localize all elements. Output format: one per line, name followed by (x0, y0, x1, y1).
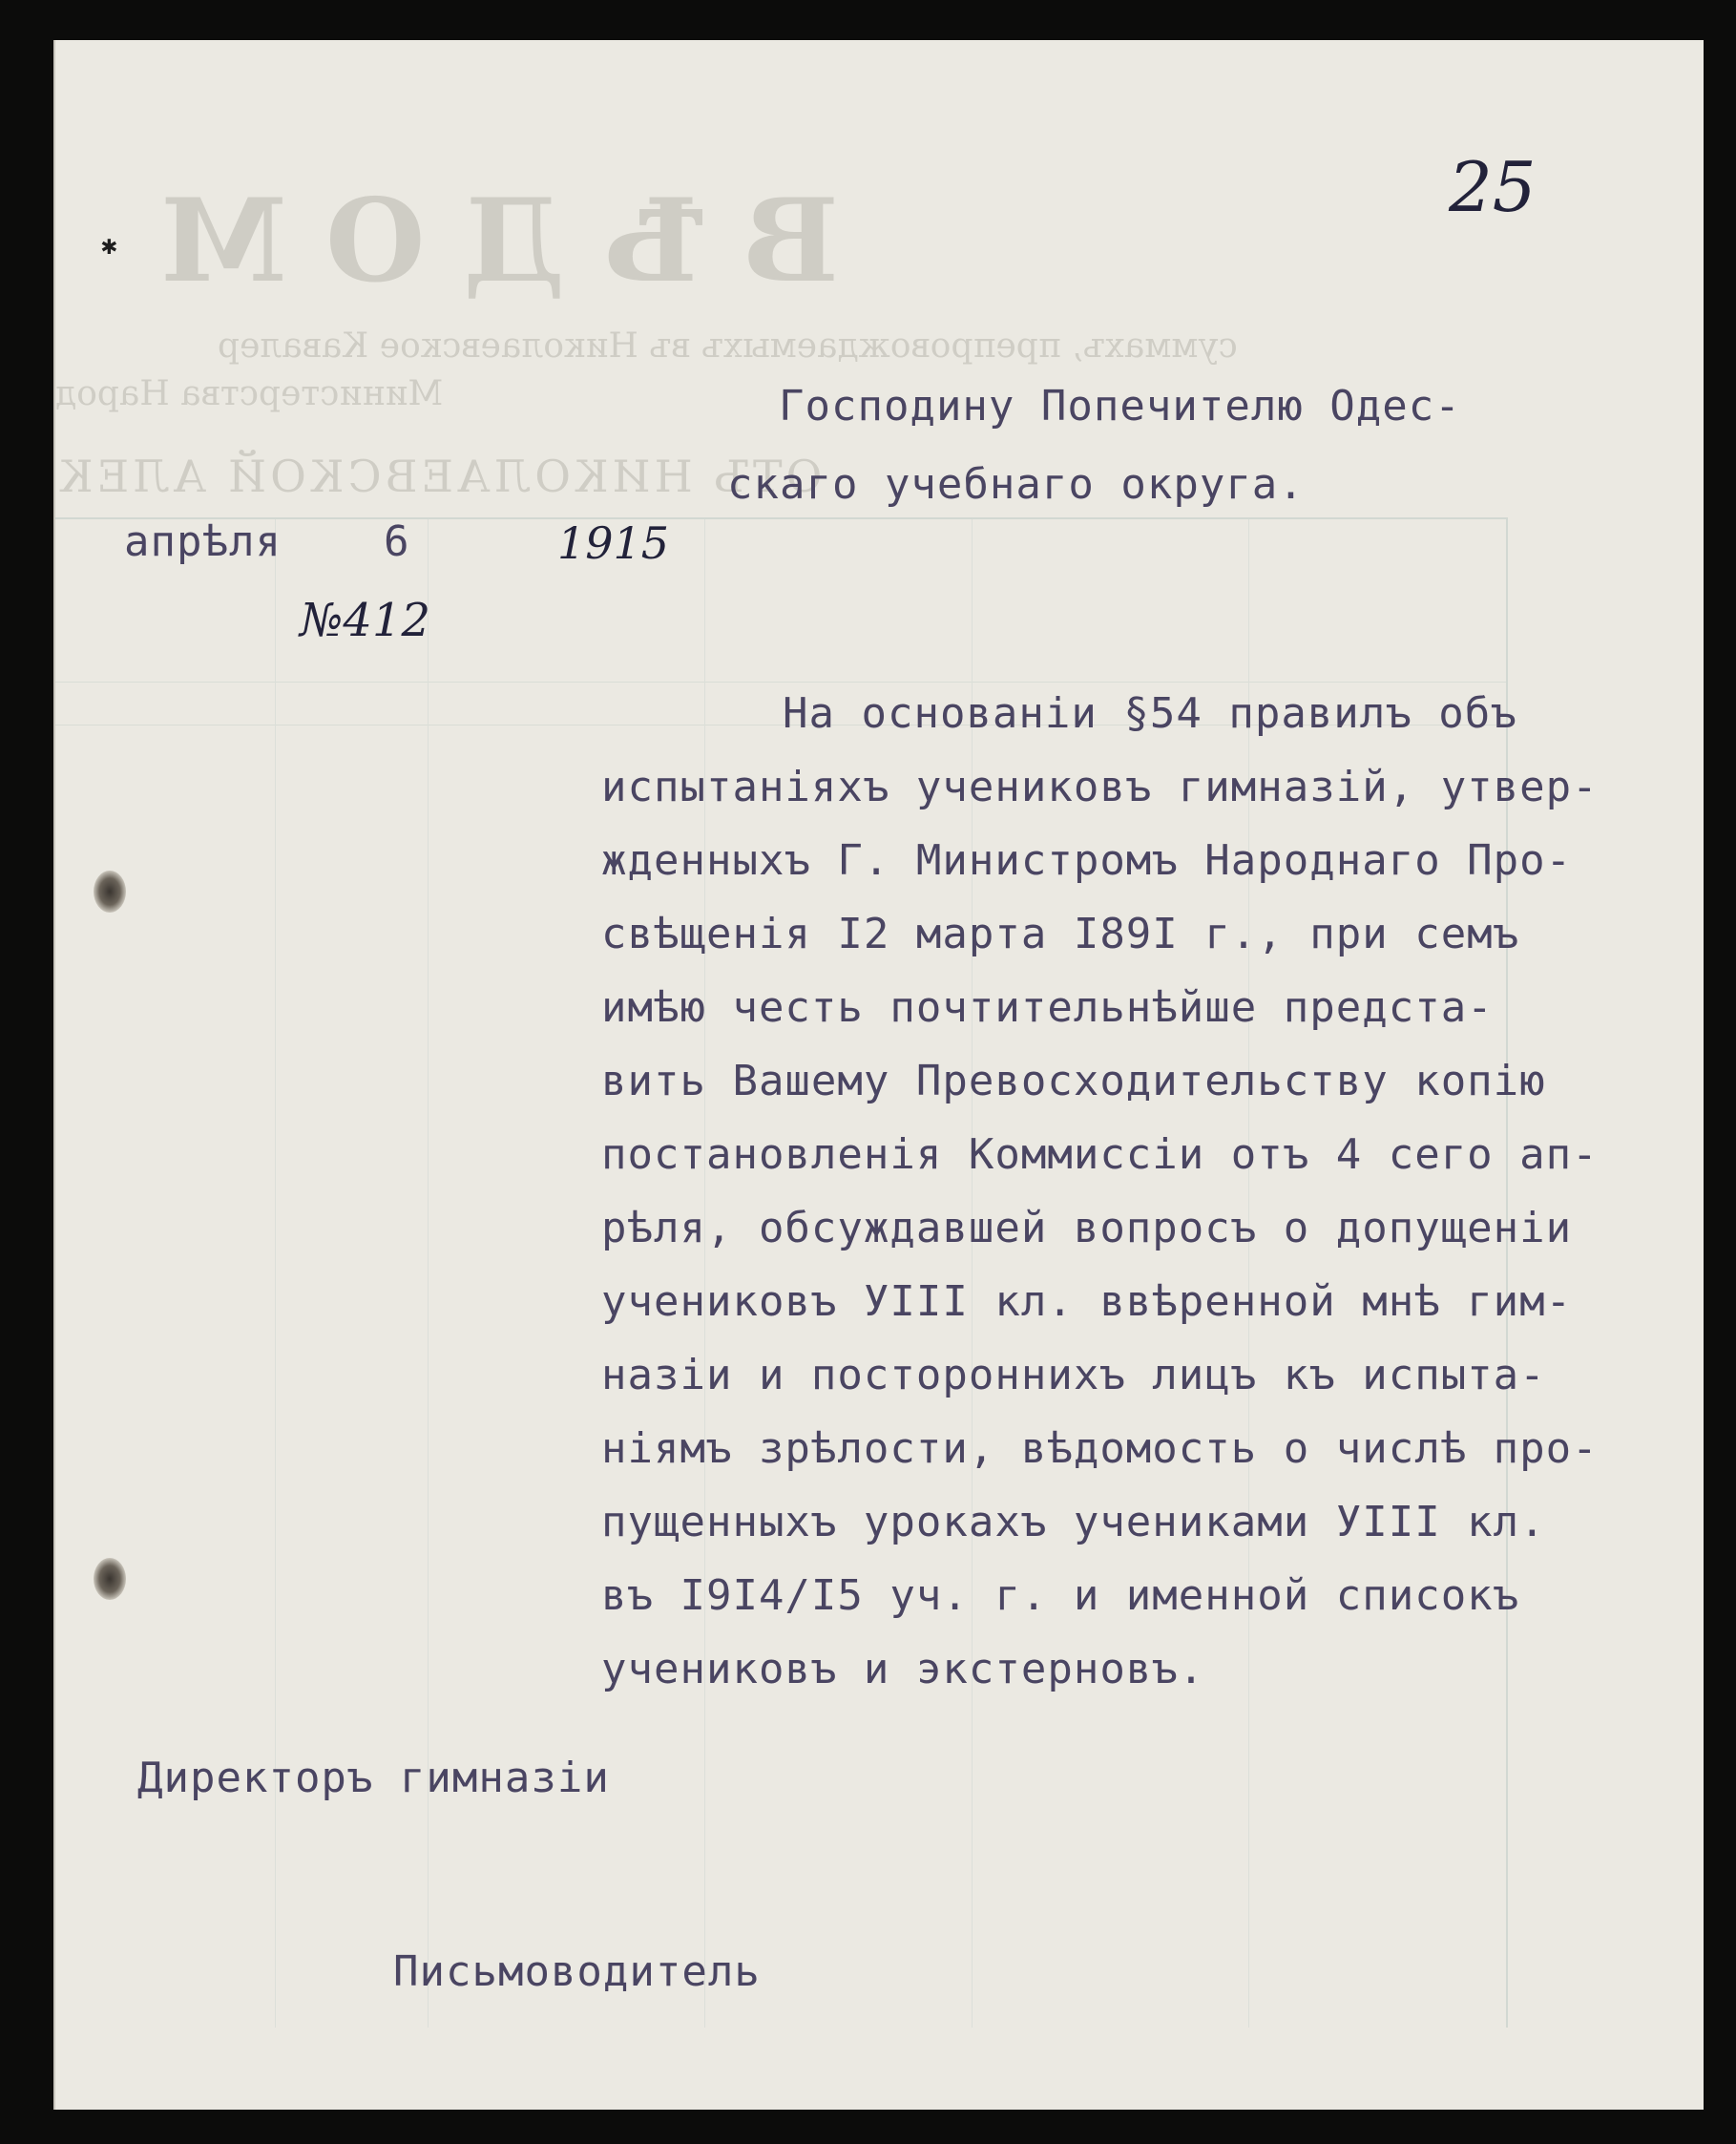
punch-hole (94, 871, 126, 913)
body-line: На основанiи §54 правилъ объ (783, 689, 1517, 738)
addressee-line1: Господину Попечителю Одес- (779, 382, 1461, 431)
date-day: 6 (384, 517, 410, 566)
body-line: имѣю честь почтительнѣйше предста- (601, 983, 1494, 1032)
body-line: постановленiя Коммиссiи отъ 4 сего ап- (601, 1130, 1599, 1179)
body-line: нiямъ зрѣлости, вѣдомость о числѣ про- (601, 1424, 1599, 1473)
ghost-letterhead-line3: ОТЪ НИКОЛАЕВСКОЙ АЛЕК (55, 451, 823, 502)
ghost-letterhead-line2: Министерства Народ (55, 374, 444, 413)
date-year: 1915 (557, 517, 670, 569)
ghost-letterhead-title: ВѢДОМ (122, 174, 840, 308)
body-line: рѣля, обсуждавшей вопросъ о допущенiи (601, 1204, 1573, 1252)
document-number: №412 (300, 594, 431, 647)
ink-mark-icon: ✱ (101, 229, 117, 261)
body-line: въ I9I4/I5 уч. г. и именной списокъ (601, 1571, 1520, 1620)
page-number: 25 (1449, 147, 1537, 227)
body-line: испытанiяхъ учениковъ гимназiй, утвер- (601, 763, 1599, 811)
clerk-label: Письмоводитель (393, 1947, 761, 1996)
punch-hole (94, 1558, 126, 1600)
body-line: пущенныхъ урокахъ учениками УIII кл. (601, 1498, 1546, 1546)
body-line: учениковъ и экстерновъ. (601, 1645, 1205, 1693)
body-line: назiи и постороннихъ лицъ къ испыта- (601, 1351, 1546, 1399)
addressee-line2: скаго учебнаго округа. (727, 460, 1305, 509)
document-page (53, 40, 1704, 2110)
body-line: свѣщенiя I2 марта I89I г., при семъ (601, 910, 1520, 958)
date-month: апрѣля (124, 517, 282, 566)
body-line: вить Вашему Превосходительству копiю (601, 1057, 1546, 1105)
director-label: Директоръ гимназiи (137, 1754, 610, 1802)
ghost-letterhead-line1: суммахъ, препровождаемыхъ въ Николаевское Кавалер (218, 326, 1238, 366)
body-line: учениковъ УIII кл. ввѣренной мнѣ гим- (601, 1277, 1573, 1326)
body-line: жденныхъ Г. Министромъ Народнаго Про- (601, 836, 1573, 885)
